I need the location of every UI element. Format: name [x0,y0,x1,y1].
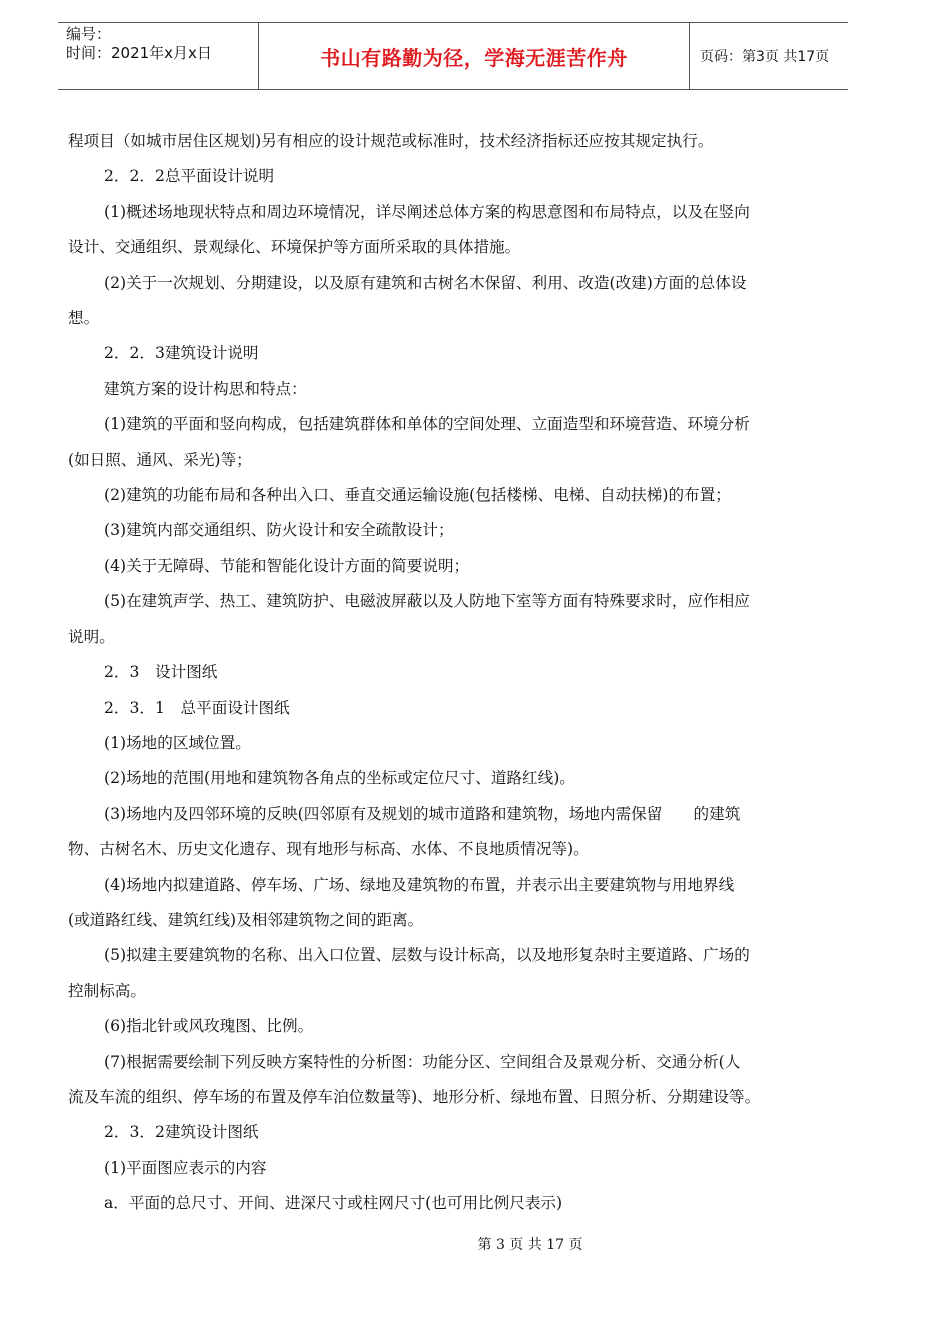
paragraph-line: (1)建筑的平面和竖向构成，包括建筑群体和单体的空间处理、立面造型和环境营造、环境分析 [104,415,750,434]
header-page-info: 页码：第3页 共17页 [700,49,830,65]
paragraph-line: (2)关于一次规划、分期建设，以及原有建筑和古树名木保留、利用、改造(改建)方面的总体设 [104,273,747,292]
paragraph-line: (或道路红线、建筑红线)及相邻建筑物之间的距离。 [68,910,424,929]
paragraph-line: 程项目（如城市居住区规划)另有相应的设计规范或标准时，技术经济指标还应按其规定执行。 [68,132,714,150]
paragraph-line: (3)场地内及四邻环境的反映(四邻原有及规划的城市道路和建筑物，场地内需保留 的建筑 [104,804,741,823]
section-heading: 2．2．2总平面设计说明 [104,167,275,186]
page-footer: 第 3 页 共 17 页 [477,1237,583,1253]
section-heading: 2．2．3建筑设计说明 [104,344,259,363]
paragraph-line: (5)拟建主要建筑物的名称、出入口位置、层数与设计标高，以及地形复杂时主要道路、广场的 [104,946,750,965]
paragraph-line: (1)平面图应表示的内容 [104,1158,267,1177]
document-body [68,124,848,1222]
paragraph-line: (4)关于无障碍、节能和智能化设计方面的简要说明； [104,556,470,575]
paragraph-line: (4)场地内拟建道路、停车场、广场、绿地及建筑物的布置，并表示出主要建筑物与用地界线 [104,875,735,894]
document-time: 时间：2021年x月x日 [66,44,212,62]
paragraph-line: (7)根据需要绘制下列反映方案特性的分析图：功能分区、空间组合及景观分析、交通分析(人 [104,1052,741,1071]
paragraph-line: (2)建筑的功能布局和各种出入口、垂直交通运输设施(包括楼梯、电梯、自动扶梯)的布置； [104,486,731,505]
section-heading: 2．3．1 总平面设计图纸 [104,698,290,717]
paragraph-line: 物、古树名木、历史文化遗存、现有地形与标高、水体、不良地质情况等)。 [68,840,589,859]
paragraph-line: 建筑方案的设计构思和特点： [104,379,307,398]
paragraph-line: (1)概述场地现状特点和周边环境情况，详尽阐述总体方案的构思意图和布局特点，以及在竖向 [104,202,750,221]
paragraph-line: 流及车流的组织、停车场的布置及停车泊位数量等)、地形分析、绿地布置、日照分析、分期建设等。 [68,1087,761,1106]
paragraph-line: (3)建筑内部交通组织、防火设计和安全疏散设计； [104,521,454,540]
paragraph-line: 说明。 [68,627,115,646]
paragraph-line: (1)场地的区域位置。 [104,733,251,752]
paragraph-line: (2)场地的范围(用地和建筑物各角点的坐标或定位尺寸、道路红线)。 [104,769,575,788]
header-meta [58,23,258,89]
paragraph-line: a．平面的总尺寸、开间、进深尺寸或柱网尺寸(也可用比例尺表示) [104,1194,563,1213]
page-header [58,22,848,90]
paragraph-line: 设计、交通组织、景观绿化、环境保护等方面所采取的具体措施。 [68,238,521,257]
document-code: 编号： [66,25,112,43]
paragraph-line: 控制标高。 [68,981,146,1000]
paragraph-line: (6)指北针或风玫瑰图、比例。 [104,1017,314,1036]
header-motto-cell [258,23,690,89]
paragraph-line: (如日照、通风、采光)等； [68,450,252,469]
section-heading: 2．3．2建筑设计图纸 [104,1123,259,1142]
section-heading: 2．3 设计图纸 [104,663,218,682]
paragraph-line: (5)在建筑声学、热工、建筑防护、电磁波屏蔽以及人防地下室等方面有特殊要求时，应作相应 [104,592,750,611]
header-motto: 书山有路勤为径，学海无涯苦作舟 [320,45,628,70]
paragraph-line: 想。 [68,309,100,328]
